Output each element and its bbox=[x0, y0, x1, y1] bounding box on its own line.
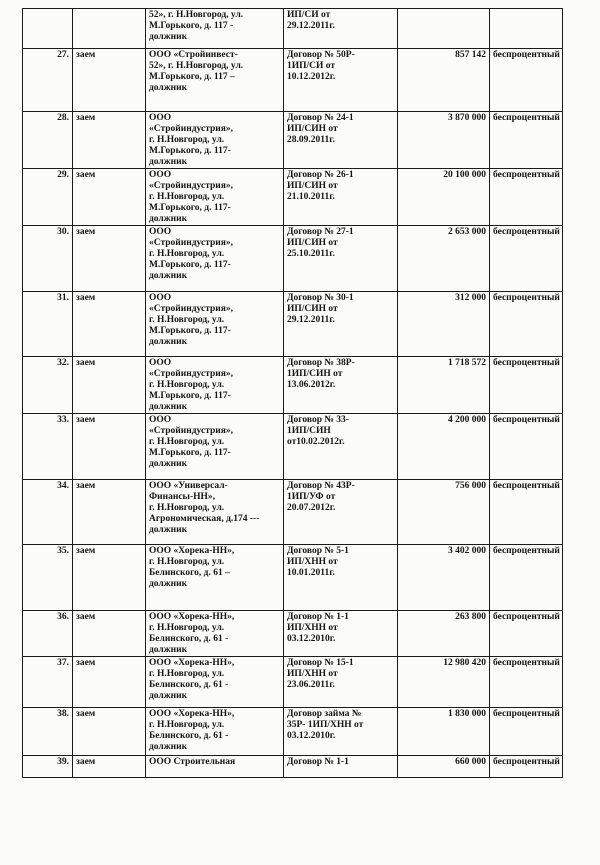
cell-type: заем bbox=[73, 226, 146, 292]
cell-party: ООО «Стройиндустрия», г. Н.Новгород, ул. М.Горького, д. 117- должник bbox=[146, 292, 284, 357]
cell-contract: Договор займа № 35Р- 1ИП/ХНН от 03.12.2010г. bbox=[284, 708, 398, 756]
cell-contract: Договор № 24-1 ИП/СИН от 28.09.2011г. bbox=[284, 112, 398, 169]
cell-terms: беспроцентный bbox=[490, 292, 563, 357]
cell-party: ООО «Хорека-НН», г. Н.Новгород, ул. Белинского, д. 61 – должник bbox=[146, 545, 284, 611]
loans-table-body bbox=[23, 9, 563, 778]
cell-amount bbox=[398, 9, 490, 49]
cell-party: ООО «Стройиндустрия», г. Н.Новгород, ул. М.Горького, д. 117- должник bbox=[146, 414, 284, 480]
table-row bbox=[23, 112, 563, 169]
cell-party: ООО «Универсал- Финансы-НН», г. Н.Новгород, ул. Агрономическая, д.174 --- должник bbox=[146, 480, 284, 545]
cell-type: заем bbox=[73, 545, 146, 611]
cell-type: заем bbox=[73, 169, 146, 226]
cell-contract: Договор № 43Р- 1ИП/УФ от 20.07.2012г. bbox=[284, 480, 398, 545]
cell-type: заем bbox=[73, 756, 146, 778]
cell-terms: беспроцентный bbox=[490, 357, 563, 414]
cell-party: ООО «Стройиндустрия», г. Н.Новгород, ул. М.Горького, д. 117- должник bbox=[146, 357, 284, 414]
cell-num: 27. bbox=[23, 49, 73, 112]
cell-terms: беспроцентный bbox=[490, 480, 563, 545]
cell-party: ООО «Стройиндустрия», г. Н.Новгород, ул. М.Горького, д. 117- должник bbox=[146, 226, 284, 292]
cell-type: заем bbox=[73, 708, 146, 756]
cell-terms: беспроцентный bbox=[490, 611, 563, 657]
cell-party: ООО «Стройиндустрия», г. Н.Новгород, ул. М.Горького, д. 117- должник bbox=[146, 169, 284, 226]
cell-contract: Договор № 5-1 ИП/ХНН от 10.01.2011г. bbox=[284, 545, 398, 611]
cell-num: 31. bbox=[23, 292, 73, 357]
cell-amount: 20 100 000 bbox=[398, 169, 490, 226]
cell-amount: 263 800 bbox=[398, 611, 490, 657]
cell-amount: 1 830 000 bbox=[398, 708, 490, 756]
table-row bbox=[23, 414, 563, 480]
cell-amount: 12 980 420 bbox=[398, 657, 490, 708]
cell-terms: беспроцентный bbox=[490, 756, 563, 778]
table-row bbox=[23, 708, 563, 756]
cell-amount: 2 653 000 bbox=[398, 226, 490, 292]
cell-terms: беспроцентный bbox=[490, 112, 563, 169]
cell-type bbox=[73, 9, 146, 49]
cell-party: ООО «Хорека-НН», г. Н.Новгород, ул. Белинского, д. 61 - должник bbox=[146, 611, 284, 657]
cell-amount: 3 402 000 bbox=[398, 545, 490, 611]
cell-num: 30. bbox=[23, 226, 73, 292]
cell-amount: 857 142 bbox=[398, 49, 490, 112]
cell-party: ООО «Стройиндустрия», г. Н.Новгород, ул. М.Горького, д. 117- должник bbox=[146, 112, 284, 169]
cell-amount: 4 200 000 bbox=[398, 414, 490, 480]
cell-type: заем bbox=[73, 480, 146, 545]
cell-contract: Договор № 27-1 ИП/СИН от 25.10.2011г. bbox=[284, 226, 398, 292]
cell-num: 34. bbox=[23, 480, 73, 545]
cell-type: заем bbox=[73, 357, 146, 414]
cell-num: 38. bbox=[23, 708, 73, 756]
cell-contract: Договор № 26-1 ИП/СИН от 21.10.2011г. bbox=[284, 169, 398, 226]
cell-type: заем bbox=[73, 49, 146, 112]
cell-terms: беспроцентный bbox=[490, 226, 563, 292]
cell-contract: Договор № 50Р- 1ИП/СИ от 10.12.2012г. bbox=[284, 49, 398, 112]
cell-num: 33. bbox=[23, 414, 73, 480]
cell-num: 35. bbox=[23, 545, 73, 611]
cell-terms bbox=[490, 9, 563, 49]
cell-contract: Договор № 30-1 ИП/СИН от 29.12.2011г. bbox=[284, 292, 398, 357]
cell-amount: 1 718 572 bbox=[398, 357, 490, 414]
table-row bbox=[23, 357, 563, 414]
table-row bbox=[23, 657, 563, 708]
cell-num: 36. bbox=[23, 611, 73, 657]
cell-terms: беспроцентный bbox=[490, 49, 563, 112]
table-row bbox=[23, 611, 563, 657]
cell-terms: беспроцентный bbox=[490, 708, 563, 756]
cell-type: заем bbox=[73, 292, 146, 357]
cell-num: 29. bbox=[23, 169, 73, 226]
cell-type: заем bbox=[73, 657, 146, 708]
cell-terms: беспроцентный bbox=[490, 414, 563, 480]
table-row bbox=[23, 169, 563, 226]
cell-type: заем bbox=[73, 611, 146, 657]
table-row bbox=[23, 480, 563, 545]
table-row bbox=[23, 292, 563, 357]
table-row bbox=[23, 9, 563, 49]
cell-contract: Договор № 33- 1ИП/СИН от10.02.2012г. bbox=[284, 414, 398, 480]
loans-table bbox=[22, 8, 563, 778]
cell-type: заем bbox=[73, 112, 146, 169]
cell-party: 52», г. Н.Новгород, ул. М.Горького, д. 117 - должник bbox=[146, 9, 284, 49]
cell-num: 37. bbox=[23, 657, 73, 708]
table-row bbox=[23, 545, 563, 611]
cell-party: ООО «Хорека-НН», г. Н.Новгород, ул. Белинского, д. 61 - должник bbox=[146, 708, 284, 756]
cell-party: ООО «Стройинвест- 52», г. Н.Новгород, ул. М.Горького, д. 117 – должник bbox=[146, 49, 284, 112]
cell-num bbox=[23, 9, 73, 49]
cell-type: заем bbox=[73, 414, 146, 480]
table-row bbox=[23, 226, 563, 292]
cell-terms: беспроцентный bbox=[490, 169, 563, 226]
cell-contract: ИП/СИ от 29.12.2011г. bbox=[284, 9, 398, 49]
cell-terms: беспроцентный bbox=[490, 545, 563, 611]
cell-num: 39. bbox=[23, 756, 73, 778]
cell-amount: 660 000 bbox=[398, 756, 490, 778]
cell-terms: беспроцентный bbox=[490, 657, 563, 708]
cell-contract: Договор № 38Р- 1ИП/СИН от 13.06.2012г. bbox=[284, 357, 398, 414]
table-row bbox=[23, 49, 563, 112]
cell-party: ООО Строительная bbox=[146, 756, 284, 778]
cell-contract: Договор № 1-1 bbox=[284, 756, 398, 778]
cell-contract: Договор № 15-1 ИП/ХНН от 23.06.2011г. bbox=[284, 657, 398, 708]
cell-num: 32. bbox=[23, 357, 73, 414]
cell-num: 28. bbox=[23, 112, 73, 169]
cell-party: ООО «Хорека-НН», г. Н.Новгород, ул. Белинского, д. 61 - должник bbox=[146, 657, 284, 708]
table-row bbox=[23, 756, 563, 778]
cell-amount: 756 000 bbox=[398, 480, 490, 545]
cell-amount: 312 000 bbox=[398, 292, 490, 357]
cell-contract: Договор № 1-1 ИП/ХНН от 03.12.2010г. bbox=[284, 611, 398, 657]
cell-amount: 3 870 000 bbox=[398, 112, 490, 169]
